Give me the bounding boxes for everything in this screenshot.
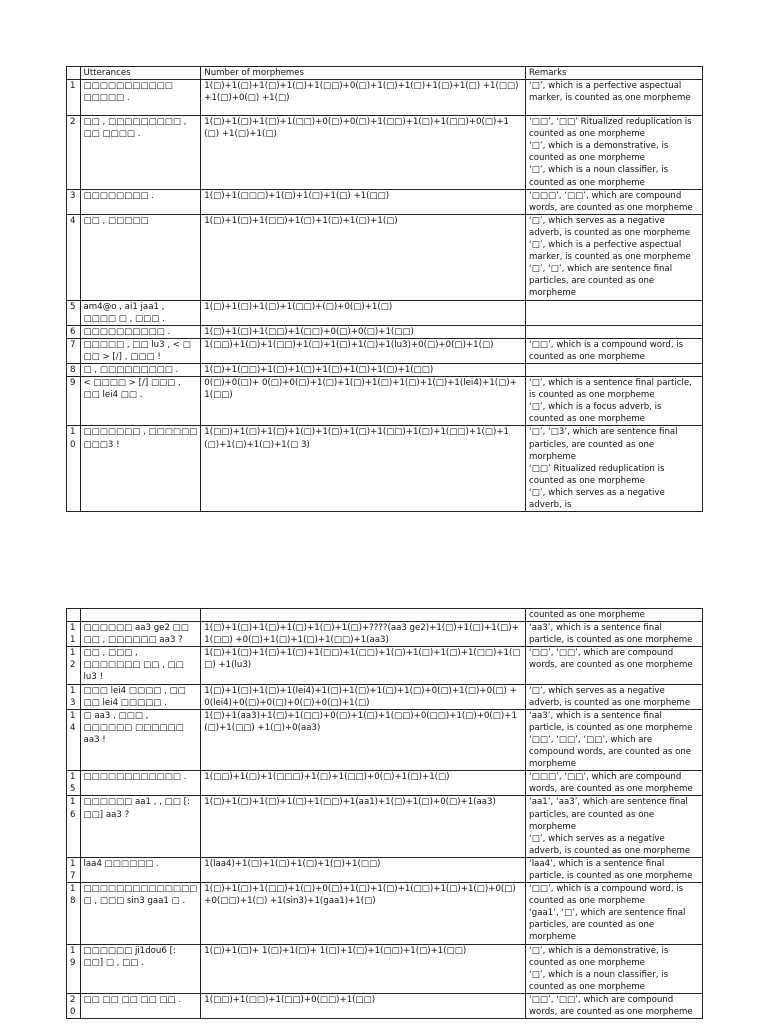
row-number: 11 (67, 622, 81, 647)
utterance-cell: □□□□□□ ji1dou6 [: □□] □ , □□ . (80, 944, 201, 993)
remarks-continuation: counted as one morpheme (526, 609, 703, 622)
morpheme-count-cell: 1(□)+1(□)+1(□□)+1(□)+0(□)+1(□)+1(□)+1(□□)+1(□)+1(□)+0(□)+0(□□)+1(□) +1(sin3)+1(gaa1)+1(□) (201, 883, 526, 944)
morpheme-count-cell: 1(□)+1(□)+ 1(□)+1(□)+ 1(□)+1(□)+1(□□)+1(□)+1(□□) (201, 944, 526, 993)
remarks-cell (526, 325, 703, 338)
morpheme-count-cell: 0(□)+0(□)+ 0(□)+0(□)+1(□)+1(□)+1(□)+1(□)+1(□)+1(lei4)+1(□)+1(□□) (201, 377, 526, 426)
table-row (67, 883, 703, 944)
table-row (67, 647, 703, 684)
remarks-cell: ‘□’, ‘□3’, which are sentence final particles, are counted as one morpheme ‘□□’ Ritualized reduplication is counted as one morpheme ‘□’, which serves as a negative adverb, is (526, 426, 703, 512)
morpheme-count-cell: 1(laa4)+1(□)+1(□)+1(□)+1(□)+1(□□) (201, 857, 526, 882)
remarks-cell: ‘□’, which is a demonstrative, is counted as one morpheme ‘□’, which is a noun classifier, is counted as one morpheme (526, 944, 703, 993)
utterance-cell: □□ , □□□□□ (80, 214, 201, 300)
row-number: 6 (67, 325, 81, 338)
table-row (67, 426, 703, 512)
morpheme-count-cell: 1(□)+1(aa3)+1(□)+1(□□)+0(□)+1(□)+1(□□)+0(□□)+1(□)+0(□)+1(□)+1(□□) +1(□)+0(aa3) (201, 709, 526, 770)
morpheme-table-page-1 (66, 66, 703, 512)
remarks-cell (526, 300, 703, 325)
remarks-cell: ‘aa3’, which is a sentence final particle, is counted as one morpheme (526, 622, 703, 647)
table-row (67, 189, 703, 214)
remarks-cell: ‘□□’, which is a compound word, is counted as one morpheme ‘gaa1’, ‘□’, which are sentence final particles, are counted as one morpheme (526, 883, 703, 944)
remarks-cell: ‘□□’, ‘□□’ Ritualized reduplication is counted as one morpheme ‘□’, which is a demonstrative, is counted as one morpheme ‘□’, which is a noun classifier, is counted as one morpheme (526, 116, 703, 190)
row-number: 19 (67, 944, 81, 993)
table-row (67, 622, 703, 647)
utterance-cell: □□ , □□□□□□□□□ , □□ □□□□ . (80, 116, 201, 190)
row-number: 2 (67, 116, 81, 190)
utterance-cell: □□□□□□□□ . (80, 189, 201, 214)
table-row (67, 80, 703, 116)
morpheme-count-cell: 1(□□)+1(□)+1(□)+1(□)+1(□)+1(□)+1(□□)+1(□)+1(□□)+1(□)+1(□)+1(□)+1(□)+1(□ 3) (201, 426, 526, 512)
morpheme-count-cell: 1(□□)+1(□□)+1(□□)+0(□□)+1(□□) (201, 993, 526, 1018)
utterance-cell: □□□□□□□□□□□□ . (80, 771, 201, 796)
utterance-cell: □□□□□□□□□□□□□□□ , □□□ sin3 gaa1 □ . (80, 883, 201, 944)
morpheme-count-cell: 1(□)+1(□)+1(□)+1(□□)+(□)+0(□)+1(□) (201, 300, 526, 325)
remarks-cell: ‘aa3’, which is a sentence final particle, is counted as one morpheme ‘□□’, ‘□□’, ‘□□’, which are compound words, are counted as one morpheme (526, 709, 703, 770)
utterance-cell: □□□□□□□□□□□ □□□□□ . (80, 80, 201, 116)
row-number: 7 (67, 338, 81, 363)
row-number: 1 (67, 80, 81, 116)
utterance-cell: laa4 □□□□□□ . (80, 857, 201, 882)
utterance-cell: □□□□□□□ , □□□□□□ □□□3 ! (80, 426, 201, 512)
table-row (67, 857, 703, 882)
utterance-cell: □□□□□□□□□□ . (80, 325, 201, 338)
morpheme-count-cell: 1(□)+1(□)+1(□□)+1(□□)+0(□)+0(□)+1(□□) (201, 325, 526, 338)
table-row (67, 377, 703, 426)
row-number: 14 (67, 709, 81, 770)
table-row (67, 338, 703, 363)
table-row (67, 944, 703, 993)
continuation-row (67, 609, 703, 622)
row-number: 17 (67, 857, 81, 882)
utterance-cell: □ , □□□□□□□□□ . (80, 363, 201, 376)
utterance-cell: □□□□□□ aa1 , , □□ [: □□] aa3 ? (80, 796, 201, 857)
morpheme-count-cell: 1(□)+1(□□)+1(□)+1(□)+1(□)+1(□)+1(□)+1(□□) (201, 363, 526, 376)
morpheme-count-cell: 1(□)+1(□)+1(□)+1(□)+1(□□)+1(□□)+1(□)+1(□)+1(□)+1(□□)+1(□□) +1(lu3) (201, 647, 526, 684)
header-no (67, 67, 81, 80)
remarks-cell: ‘□□’, which is a compound word, is counted as one morpheme (526, 338, 703, 363)
table-row (67, 993, 703, 1018)
row-number: 16 (67, 796, 81, 857)
remarks-cell: ‘□□’, ‘□□’, which are compound words, are counted as one morpheme (526, 993, 703, 1018)
utterance-cell: □□□ lei4 □□□□ , □□ □□ lei4 □□□□□ . (80, 684, 201, 709)
row-number: 10 (67, 426, 81, 512)
row-number: 8 (67, 363, 81, 376)
row-number: 13 (67, 684, 81, 709)
row-number: 3 (67, 189, 81, 214)
morpheme-table-page-2 (66, 608, 703, 1019)
row-number: 5 (67, 300, 81, 325)
morpheme-count-cell: 1(□□)+1(□)+1(□□)+1(□)+1(□)+1(□)+1(lu3)+0(□)+0(□)+1(□) (201, 338, 526, 363)
table-row (67, 300, 703, 325)
table-row (67, 709, 703, 770)
morpheme-count-cell: 1(□)+1(□)+1(□□)+1(□)+1(□)+1(□)+1(□) (201, 214, 526, 300)
table-row (67, 363, 703, 376)
remarks-cell: ‘□’, which serves as a negative adverb, is counted as one morpheme (526, 684, 703, 709)
remarks-cell: ‘aa1’, ‘aa3’, which are sentence final particles, are counted as one morpheme ‘□’, which serves as a negative adverb, is counted as one morpheme (526, 796, 703, 857)
table-header-row (67, 67, 703, 80)
table-row (67, 796, 703, 857)
row-number: 4 (67, 214, 81, 300)
remarks-cell: ‘□□□’, ‘□□’, which are compound words, are counted as one morpheme (526, 189, 703, 214)
row-number: 12 (67, 647, 81, 684)
table-row (67, 771, 703, 796)
header-utterances: Utterances (80, 67, 201, 80)
morpheme-count-cell: 1(□)+1(□□□)+1(□)+1(□)+1(□) +1(□□) (201, 189, 526, 214)
utterance-cell: □□□□□ , □□ lu3 , < □ □□ > [/] , □□□ ! (80, 338, 201, 363)
utterance-cell: am4@o , ai1 jaa1 , □□□□ □ , □□□ . (80, 300, 201, 325)
remarks-cell: ‘□□’, ‘□□’, which are compound words, are counted as one morpheme (526, 647, 703, 684)
row-number: 20 (67, 993, 81, 1018)
header-morphemes: Number of morphemes (201, 67, 526, 80)
morpheme-count-cell: 1(□)+1(□)+1(□)+1(□□)+0(□)+0(□)+1(□□)+1(□)+1(□□)+0(□)+1(□) +1(□)+1(□) (201, 116, 526, 190)
utterance-cell: □ aa3 , □□□ , □□□□□□ □□□□□□ aa3 ! (80, 709, 201, 770)
table-row (67, 116, 703, 190)
utterance-cell: < □□□□ > [/] □□□ , □□ lei4 □□ . (80, 377, 201, 426)
utterance-cell: □□ □□ □□ □□ □□ . (80, 993, 201, 1018)
morpheme-count-cell: 1(□)+1(□)+1(□)+1(□)+1(□)+1(□)+????(aa3 ge2)+1(□)+1(□)+1(□)+1(□□) +0(□)+1(□)+1(□)+1(□□)+1(aa3) (201, 622, 526, 647)
remarks-cell (526, 363, 703, 376)
row-number: 18 (67, 883, 81, 944)
table-row (67, 325, 703, 338)
table-row (67, 684, 703, 709)
remarks-cell: ‘□□□’, ‘□□’, which are compound words, are counted as one morpheme (526, 771, 703, 796)
utterance-cell: □□ , □□□ , □□□□□□□ □□ , □□ lu3 ! (80, 647, 201, 684)
morpheme-count-cell: 1(□)+1(□)+1(□)+1(lei4)+1(□)+1(□)+1(□)+1(□)+0(□)+1(□)+0(□) +0(lei4)+0(□)+0(□)+0(□)+0(□)+1(□) (201, 684, 526, 709)
remarks-cell: ‘□’, which serves as a negative adverb, is counted as one morpheme ‘□’, which is a perfective aspectual marker, is counted as one morpheme ‘□’, ‘□’, which are sentence final particles, are counted as one morpheme (526, 214, 703, 300)
remarks-cell: ‘□’, which is a sentence final particle, is counted as one morpheme ‘□’, which is a focus adverb, is counted as one morpheme (526, 377, 703, 426)
remarks-cell: ‘laa4’, which is a sentence final particle, is counted as one morpheme (526, 857, 703, 882)
remarks-cell: ‘□’, which is a perfective aspectual marker, is counted as one morpheme (526, 80, 703, 116)
table-row (67, 214, 703, 300)
morpheme-count-cell: 1(□□)+1(□)+1(□□□)+1(□)+1(□□)+0(□)+1(□)+1(□) (201, 771, 526, 796)
row-number: 15 (67, 771, 81, 796)
header-remarks: Remarks (526, 67, 703, 80)
morpheme-count-cell: 1(□)+1(□)+1(□)+1(□)+1(□□)+1(aa1)+1(□)+1(□)+0(□)+1(aa3) (201, 796, 526, 857)
morpheme-count-cell: 1(□)+1(□)+1(□)+1(□)+1(□□)+0(□)+1(□)+1(□)+1(□)+1(□) +1(□□)+1(□)+0(□) +1(□) (201, 80, 526, 116)
row-number: 9 (67, 377, 81, 426)
utterance-cell: □□□□□□ aa3 ge2 □□ □□ , □□□□□□ aa3 ? (80, 622, 201, 647)
